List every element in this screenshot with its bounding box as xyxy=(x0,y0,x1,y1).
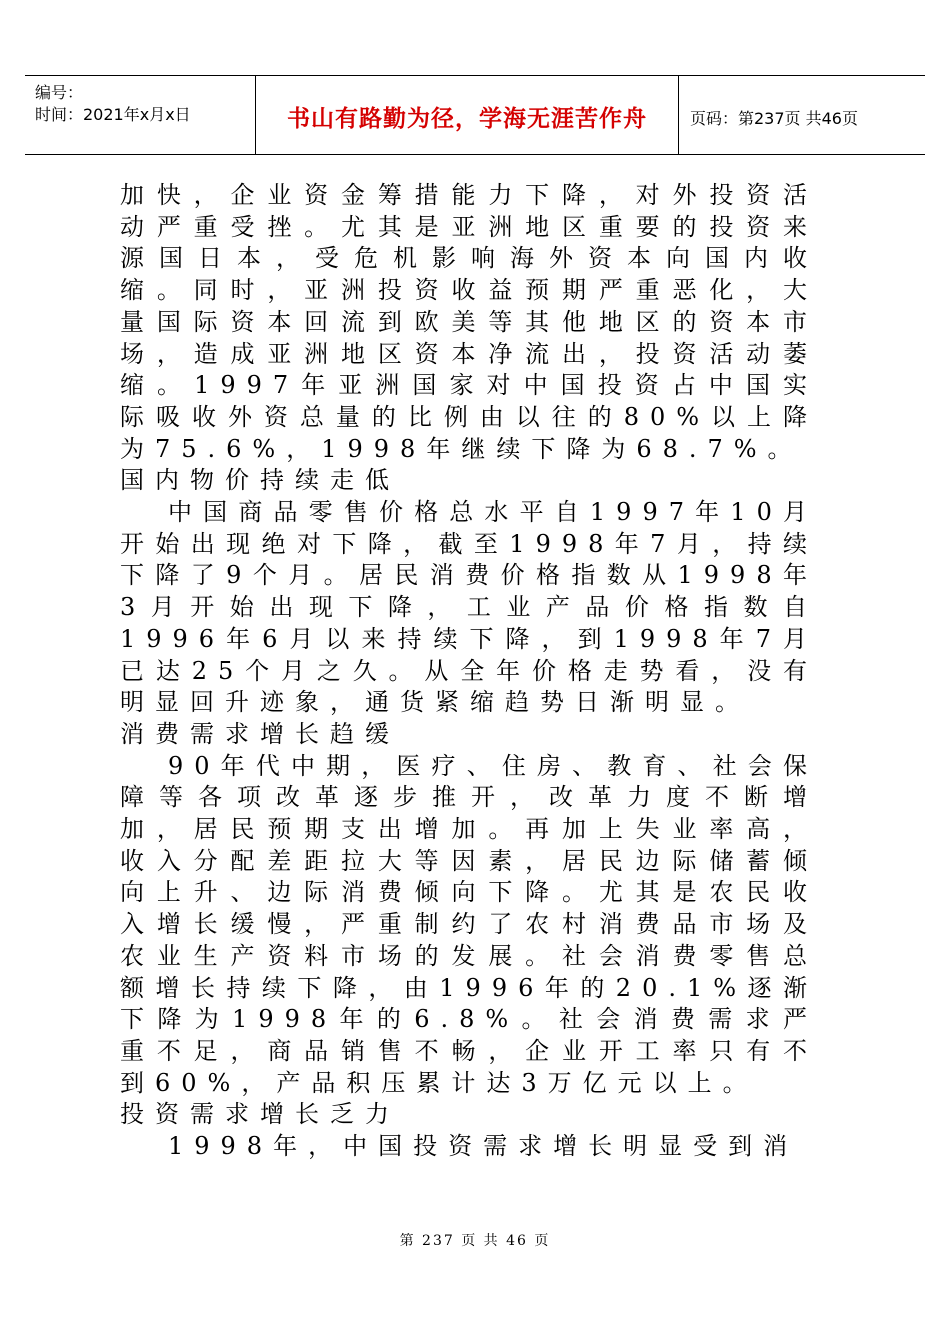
document-body xyxy=(120,180,818,1163)
page-header xyxy=(25,75,925,155)
paragraph: 加快，企业资金筹措能力下降，对外投资活动严重受挫。尤其是亚洲地区重要的投资来源国日本，受危机影响海外资本向国内收缩。同时，亚洲投资收益预期严重恶化，大量国际资本回流到欧美等其他地区的资本市场，造成亚洲地区资本净流出，投资活动萎缩。1997年亚洲国家对中国投资占中国实际吸收外资总量的比例由以往的80%以上降为75.6%，1998年继续下降为68.7%。 xyxy=(120,181,818,463)
page-footer: 第 237 页 共 46 页 xyxy=(399,1233,551,1249)
section-heading: 国内物价持续走低 xyxy=(120,466,400,495)
document-number-label: 编号： xyxy=(35,83,84,102)
header-motto: 书山有路勤为径，学海无涯苦作舟 xyxy=(287,106,647,132)
section-heading: 消费需求增长趋缓 xyxy=(120,719,400,748)
section-heading: 投资需求增长乏力 xyxy=(120,1100,400,1129)
document-time-label: 时间：2021年x月x日 xyxy=(35,105,191,124)
header-meta xyxy=(35,82,191,126)
paragraph: 中国商品零售价格总水平自1997年10月开始出现绝对下降，截至1998年7月，持续下降了9个月。居民消费价格指数从1998年3月开始出现下降，工业产品价格指数自1996年6月以来持续下降，到1998年7月已达25个月之久。从全年价格走势看，没有明显回升迹象，通货紧缩趋势日渐明显。 xyxy=(120,498,818,717)
header-divider xyxy=(678,76,679,154)
paragraph: 90年代中期，医疗、住房、教育、社会保障等各项改革逐步推开，改革力度不断增加，居民预期支出增加。再加上失业率高，收入分配差距拉大等因素，居民边际储蓄倾向上升、边际消费倾向下降。尤其是农民收入增长缓慢，严重制约了农村消费品市场及农业生产资料市场的发展。社会消费零售总额增长持续下降，由1996年的20.1%逐渐下降为1998年的6.8%。社会消费需求严重不足，商品销售不畅，企业开工率只有不到60%，产品积压累计达3万亿元以上。 xyxy=(120,751,818,1097)
paragraph: 1998年，中国投资需求增长明显受到消 xyxy=(168,1132,799,1161)
header-page-info: 页码：第237页 共46页 xyxy=(690,109,858,128)
